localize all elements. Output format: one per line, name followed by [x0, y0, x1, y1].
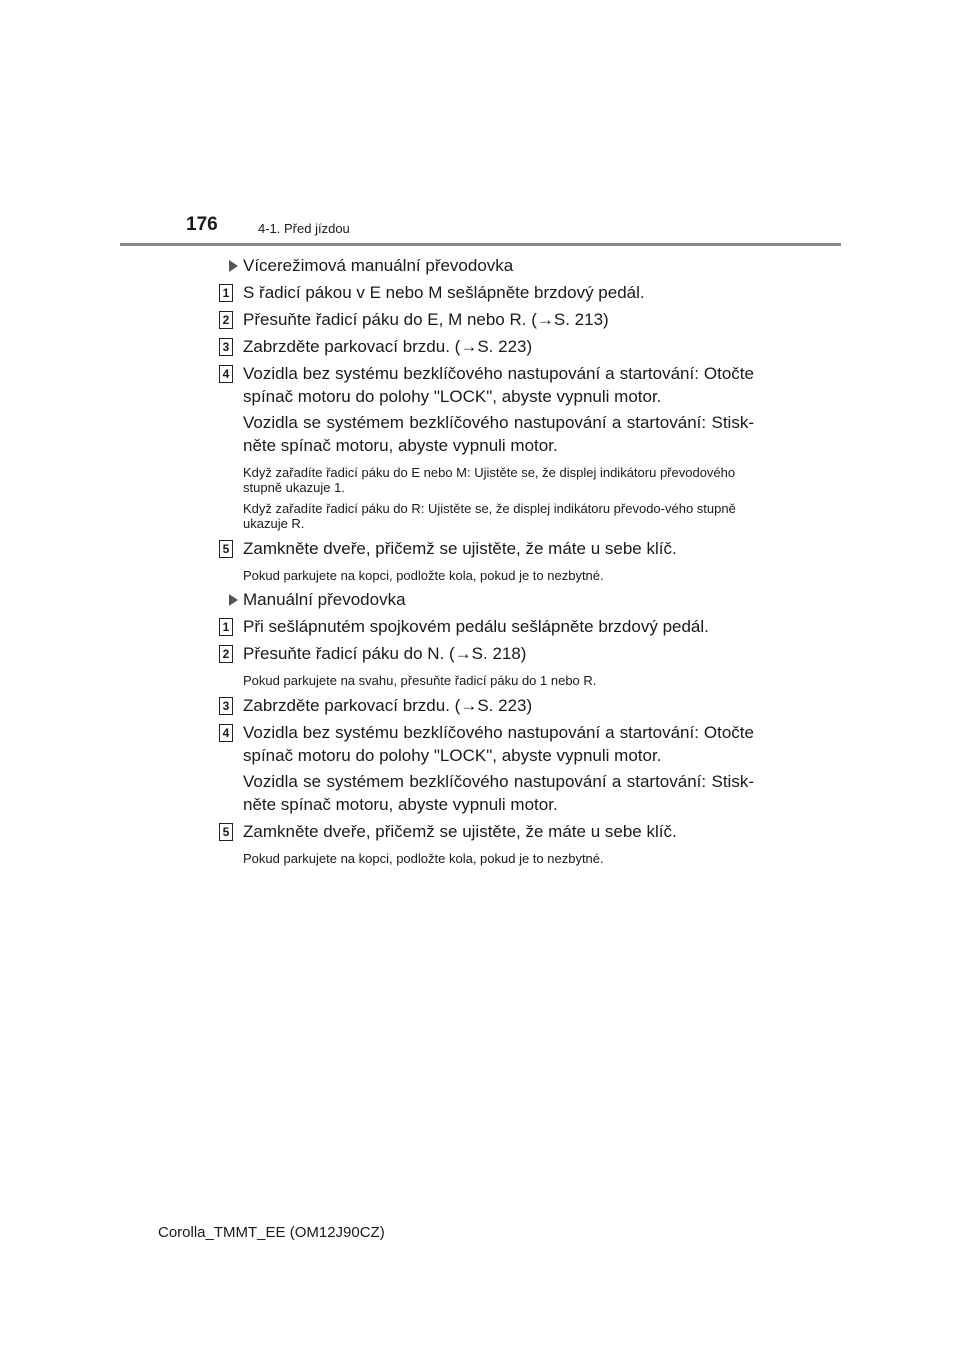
step-note: Pokud parkujete na kopci, podložte kola, pokud je to nezbytné. [243, 851, 604, 866]
step-text: Zamkněte dveře, přičemž se ujistěte, že máte u sebe klíč. [243, 539, 677, 558]
step-text: Zamkněte dveře, přičemž se ujistěte, že máte u sebe klíč. [243, 822, 677, 841]
step-number-badge: 1 [219, 618, 233, 636]
step-text: Zabrzděte parkovací brzdu. (→S. 223) [243, 696, 533, 715]
step-number-badge: 4 [219, 365, 233, 383]
step [214, 335, 754, 358]
arrow-right-icon [229, 594, 238, 606]
step [214, 642, 754, 688]
subsection-heading: Vícerežimová manuální převodovka [214, 255, 754, 277]
section-title: 4-1. Před jízdou [258, 221, 350, 236]
header-rule [120, 243, 841, 246]
step-text: Přesuňte řadicí páku do E, M nebo R. (→S. 213) [243, 310, 609, 329]
step-number-badge: 1 [219, 284, 233, 302]
step-text: Vozidla bez systému bezklíčového nastupování a startování: Otočte spínač motoru do polohy "LOCK", abyste vypnuli motor. [243, 723, 754, 765]
step [214, 281, 754, 304]
step-note: Pokud parkujete na kopci, podložte kola, pokud je to nezbytné. [243, 568, 604, 583]
step [214, 537, 754, 583]
step [214, 308, 754, 331]
step [214, 362, 754, 531]
step-note: Když zařadíte řadicí páku do R: Ujistěte se, že displej indikátoru převodo-vého stupně ukazuje R. [243, 501, 736, 531]
step-text: Při sešlápnutém spojkovém pedálu sešlápněte brzdový pedál. [243, 617, 709, 636]
content [214, 253, 754, 872]
page-number: 176 [186, 214, 218, 235]
step-note: Když zařadíte řadicí páku do E nebo M: Ujistěte se, že displej indikátoru převodového stupně ukazuje 1. [243, 465, 736, 495]
step-text: Přesuňte řadicí páku do N. (→S. 218) [243, 644, 527, 663]
arrow-right-icon [229, 260, 238, 272]
step-number-badge: 5 [219, 540, 233, 558]
step [214, 694, 754, 717]
step-text: Zabrzděte parkovací brzdu. (→S. 223) [243, 337, 533, 356]
step-number-badge: 2 [219, 311, 233, 329]
step-number-badge: 2 [219, 645, 233, 663]
step [214, 820, 754, 866]
step-number-badge: 3 [219, 338, 233, 356]
footer-text: Corolla_TMMT_EE (OM12J90CZ) [158, 1224, 385, 1241]
step-number-badge: 4 [219, 724, 233, 742]
step-text: S řadicí pákou v E nebo M sešlápněte brzdový pedál. [243, 283, 645, 302]
step-text: Vozidla se systémem bezklíčového nastupování a startování: Stisk-něte spínač motoru, abyste vypnuli motor. [243, 772, 754, 814]
step-text: Vozidla se systémem bezklíčového nastupování a startování: Stisk-něte spínač motoru, abyste vypnuli motor. [243, 413, 754, 455]
step-note: Pokud parkujete na svahu, přesuňte řadicí páku do 1 nebo R. [243, 673, 597, 688]
step-number-badge: 3 [219, 697, 233, 715]
step-number-badge: 5 [219, 823, 233, 841]
subsection-heading: Manuální převodovka [214, 589, 754, 611]
step [214, 721, 754, 816]
step [214, 615, 754, 638]
step-text: Vozidla bez systému bezklíčového nastupování a startování: Otočte spínač motoru do polohy "LOCK", abyste vypnuli motor. [243, 364, 754, 406]
